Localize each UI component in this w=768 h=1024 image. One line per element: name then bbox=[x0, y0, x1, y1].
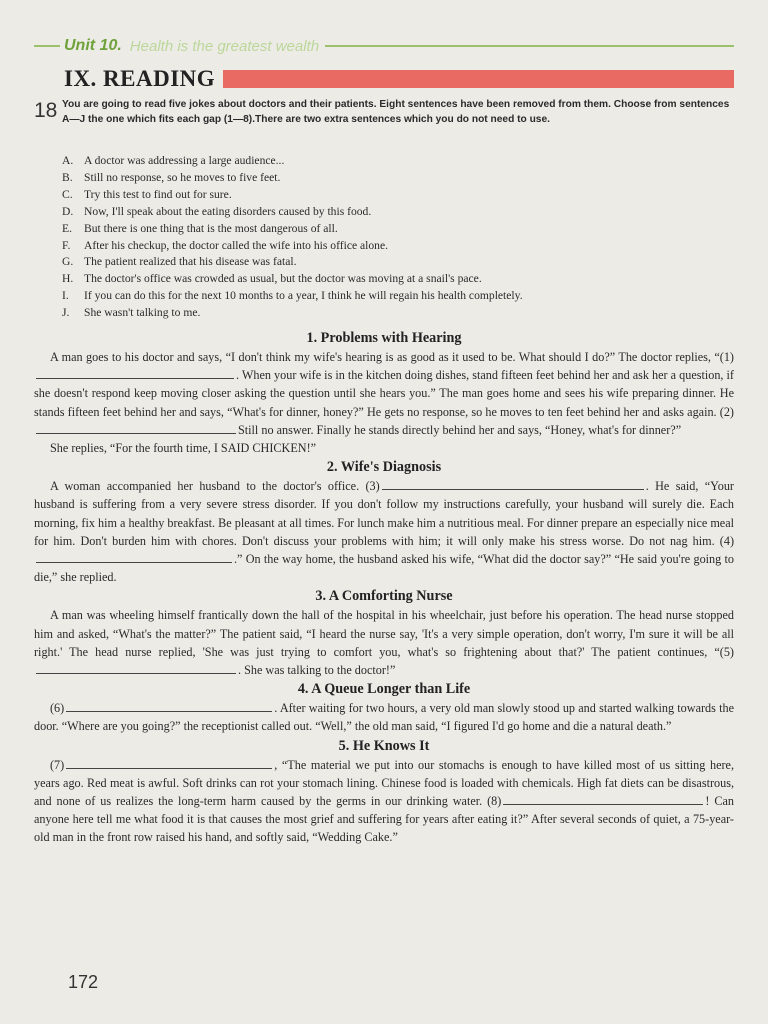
story-text: . She was talking to the doctor!” bbox=[238, 663, 396, 678]
option-item bbox=[62, 153, 734, 170]
story-paragraph: She replies, “For the fourth time, I SAID CHICKEN!” bbox=[50, 441, 317, 456]
option-text: After his checkup, the doctor called the wife into his office alone. bbox=[84, 238, 389, 252]
story-text: (7) bbox=[50, 757, 65, 772]
story-title: 5. He Knows It bbox=[338, 737, 430, 754]
option-letter: I. bbox=[62, 289, 69, 303]
gap-blank-2[interactable] bbox=[36, 422, 236, 434]
option-text: Now, I'll speak about the eating disorders caused by this food. bbox=[84, 204, 372, 218]
story-text: . After waiting for two hours, a very old man slowly stood up and started walking towards the door. “Where are you going?” the receptionist called out. “Well,” the old man said, “I figured I'd go home and die a natural death.” bbox=[34, 701, 734, 734]
option-letter: E. bbox=[62, 221, 72, 235]
unit-title: Health is the greatest wealth bbox=[129, 37, 320, 55]
page-number: 172 bbox=[68, 972, 99, 992]
story-text: A woman accompanied her husband to the doctor's office. (3) bbox=[50, 479, 380, 494]
gap-blank-8[interactable] bbox=[503, 793, 703, 805]
story-paragraph bbox=[34, 606, 734, 679]
story-text: . When your wife is in the kitchen doing dishes, stand fifteen feet behind her and ask her a question, if she doesn't respond keep moving closer asking the question until she hears you.” The man goes home and sees his wife preparing dinner. He stands fifteen feet behind her and says, “What's for dinner, honey?” He gets no response, so he moves to ten feet behind her and asks again. (2) bbox=[34, 368, 734, 419]
story-text: Still no answer. Finally he stands directly behind her and says, “Honey, what's for dinner?” bbox=[238, 422, 682, 437]
header-rule-left bbox=[34, 45, 60, 47]
option-item bbox=[62, 187, 734, 204]
story-title: 2. Wife's Diagnosis bbox=[326, 459, 442, 476]
option-item bbox=[62, 254, 734, 271]
option-item bbox=[62, 305, 734, 322]
story-paragraph bbox=[34, 756, 734, 847]
option-item bbox=[62, 288, 734, 305]
option-text: But there is one thing that is the most dangerous of all. bbox=[84, 221, 338, 235]
story-title: 3. A Comforting Nurse bbox=[315, 588, 453, 605]
option-text: The patient realized that his disease was fatal. bbox=[84, 255, 297, 269]
task-instructions: You are going to read five jokes about doctors and their patients. Eight sentences have been removed from them. Choose from sentences A—J the one which fits each gap (1—8).There are two extra sentences which you do not need to use. bbox=[62, 99, 730, 125]
story-text: A man goes to his doctor and says, “I don't think my wife's hearing is as good as it used to be. What should I do?” The doctor replies, “(1) bbox=[50, 350, 734, 364]
story-text: . He said, “Your husband is suffering from a very severe stress disorder. If you don't follow my instructions carefully, your husband will surely die. Each morning, fix him a healthy breakfast. Be pleasant at all times. For lunch make him a nutritious meal. For dinner prepare an especially nice meal for him. Don't burden him with chores. Don't discuss your problems with him; it will only make his stress worse. Do not nag him. (4) bbox=[34, 479, 734, 548]
option-text: Still no response, so he moves to five feet. bbox=[84, 170, 281, 184]
option-letter: C. bbox=[62, 187, 73, 201]
story-paragraph bbox=[34, 348, 734, 439]
gap-blank-4[interactable] bbox=[36, 551, 232, 563]
option-text: A doctor was addressing a large audience... bbox=[84, 154, 285, 167]
story-title: 1. Problems with Hearing bbox=[306, 330, 462, 346]
option-letter: J. bbox=[62, 306, 70, 320]
unit-header bbox=[34, 36, 734, 56]
option-item bbox=[62, 221, 734, 238]
options-list bbox=[62, 153, 734, 322]
gap-blank-3[interactable] bbox=[382, 478, 644, 490]
story-text: , “The material we put into our stomachs is enough to have killed most of us sitting here, years ago. Red meat is awful. Soft drinks can rot your stomach lining. Chinese food is loaded with chemicals. High fat diets can be disastrous, and none of us realizes the long-term harm caused by the germs in our drinking water. (8) bbox=[34, 757, 734, 809]
option-letter: B. bbox=[62, 170, 73, 184]
story-text: .” On the way home, the husband asked his wife, “What did the doctor say?” “He said you're going to die,” she replied. bbox=[34, 552, 734, 585]
option-letter: D. bbox=[62, 204, 74, 218]
gap-blank-1[interactable] bbox=[36, 367, 234, 379]
option-item bbox=[62, 238, 734, 255]
task-number: 18 bbox=[34, 99, 58, 122]
option-item bbox=[62, 271, 734, 288]
story-text: (6) bbox=[50, 701, 65, 716]
option-text: Try this test to find out for sure. bbox=[84, 187, 232, 201]
section-title: IX. READING bbox=[64, 66, 216, 91]
story-paragraph bbox=[34, 477, 734, 586]
story-title: 4. A Queue Longer than Life bbox=[297, 681, 471, 698]
option-text: If you can do this for the next 10 months to a year, I think he will regain his health completely. bbox=[84, 289, 523, 303]
story-paragraph bbox=[34, 699, 734, 735]
header-rule-right bbox=[325, 45, 734, 47]
option-letter: A. bbox=[62, 154, 74, 167]
option-letter: F. bbox=[62, 238, 71, 252]
unit-number: Unit 10. bbox=[64, 37, 122, 54]
section-color-bar bbox=[223, 70, 734, 88]
option-item bbox=[62, 170, 734, 187]
section-heading bbox=[64, 66, 734, 92]
gap-blank-7[interactable] bbox=[66, 757, 272, 769]
story-text: ! Can anyone here tell me what food it is that causes the most grief and suffering for years after eating it?” After several seconds of quiet, a 75-year-old man in the front row raised his hand, and softly said, “Wedding Cake.” bbox=[34, 794, 734, 845]
story-text: A man was wheeling himself frantically down the hall of the hospital in his wheelchair, just before his operation. The head nurse stopped him and asked, “What's the matter?” The patient said, “I heard the nurse say, 'It's a very simple operation, don't worry, I'm sure it will be all right.' The head nurse replied, 'She was just trying to comfort you, what's so frightening about that?' The patient continues, “(5) bbox=[34, 608, 734, 659]
option-letter: H. bbox=[62, 272, 74, 286]
gap-blank-6[interactable] bbox=[66, 700, 272, 712]
gap-blank-5[interactable] bbox=[36, 662, 236, 674]
option-letter: G. bbox=[62, 255, 74, 269]
option-item bbox=[62, 204, 734, 221]
option-text: She wasn't talking to me. bbox=[84, 306, 201, 320]
option-text: The doctor's office was crowded as usual, but the doctor was moving at a snail's pace. bbox=[84, 272, 482, 286]
reading-text bbox=[34, 328, 734, 847]
